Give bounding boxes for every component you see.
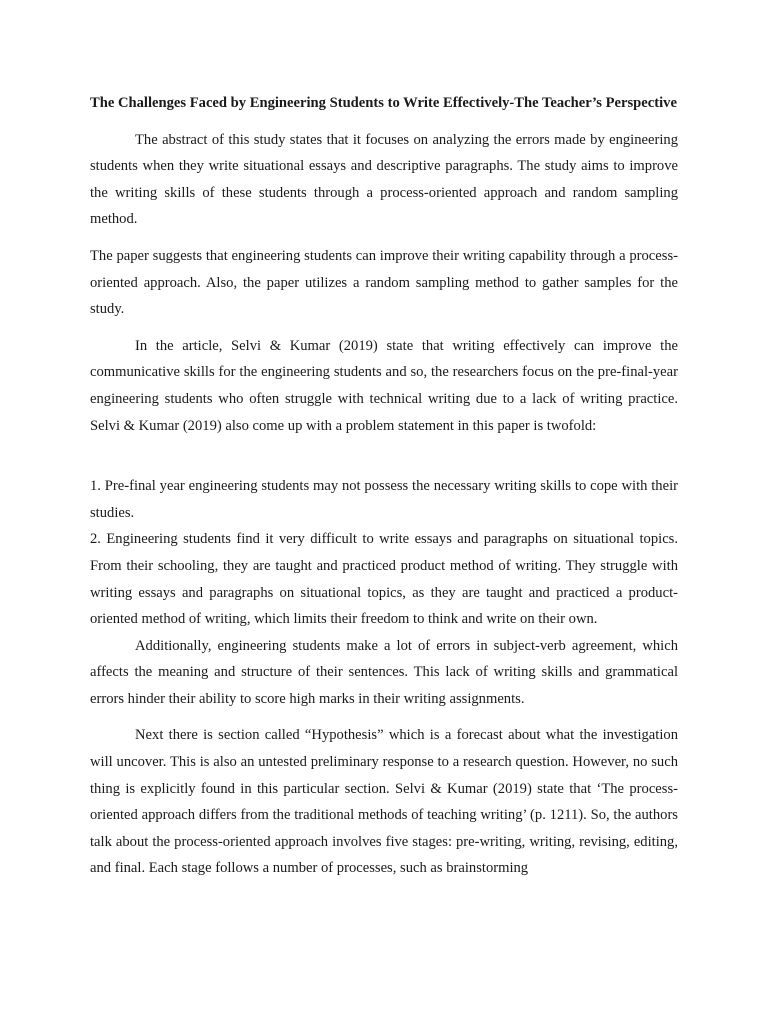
abstract-paragraph: The abstract of this study states that it focuses on analyzing the errors made by engineering students when they write situational essays and descriptive paragraphs. The study aims to improve the writing skills of these students through a process-oriented approach and random sampling method. — [90, 131, 678, 228]
suggestion-paragraph: The paper suggests that engineering students can improve their writing capability through a process-oriented approach. Also, the paper utilizes a random sampling method to gather samples for the study. — [90, 247, 678, 318]
document-page — [90, 90, 678, 892]
hypothesis-paragraph: Next there is section called “Hypothesis” which is a forecast about what the investigation will uncover. This is also an untested preliminary response to a research question. However, no such thing is explicitly found in this particular section. Selvi & Kumar (2019) state that ‘The process-oriented approach differs from the traditional methods of teaching writing’ (p. 1211). So, the authors talk about the process-oriented approach involves five stages: pre-writing, writing, revising, editing, and final. Each stage follows a number of processes, such as brainstorming — [90, 727, 678, 877]
article-paragraph: In the article, Selvi & Kumar (2019) state that writing effectively can improve the communicative skills for the engineering students and so, the researchers focus on the pre-final-year engineering students who often struggle with technical writing due to a lack of writing practice. Selvi & Kumar (2019) also come up with a problem statement in this paper is twofold: — [90, 337, 678, 434]
document-title: The Challenges Faced by Engineering Students to Write Effectively-The Teacher’s Perspective — [90, 95, 677, 111]
problem-list-item-1: 1. Pre-final year engineering students may not possess the necessary writing skills to cope with their studies. — [90, 478, 678, 521]
problem-list-item-2: 2. Engineering students find it very difficult to write essays and paragraphs on situational topics. From their schooling, they are taught and practiced product method of writing. They struggle with writing essays and paragraphs on situational topics, as they are taught and practiced a product-oriented method of writing, which limits their freedom to think and write on their own. — [90, 531, 678, 628]
blank-line — [90, 449, 678, 473]
additional-paragraph: Additionally, engineering students make a lot of errors in subject-verb agreement, which affects the meaning and structure of their sentences. This lack of writing skills and grammatical errors hinder their ability to score high marks in their writing assignments. — [90, 637, 678, 707]
